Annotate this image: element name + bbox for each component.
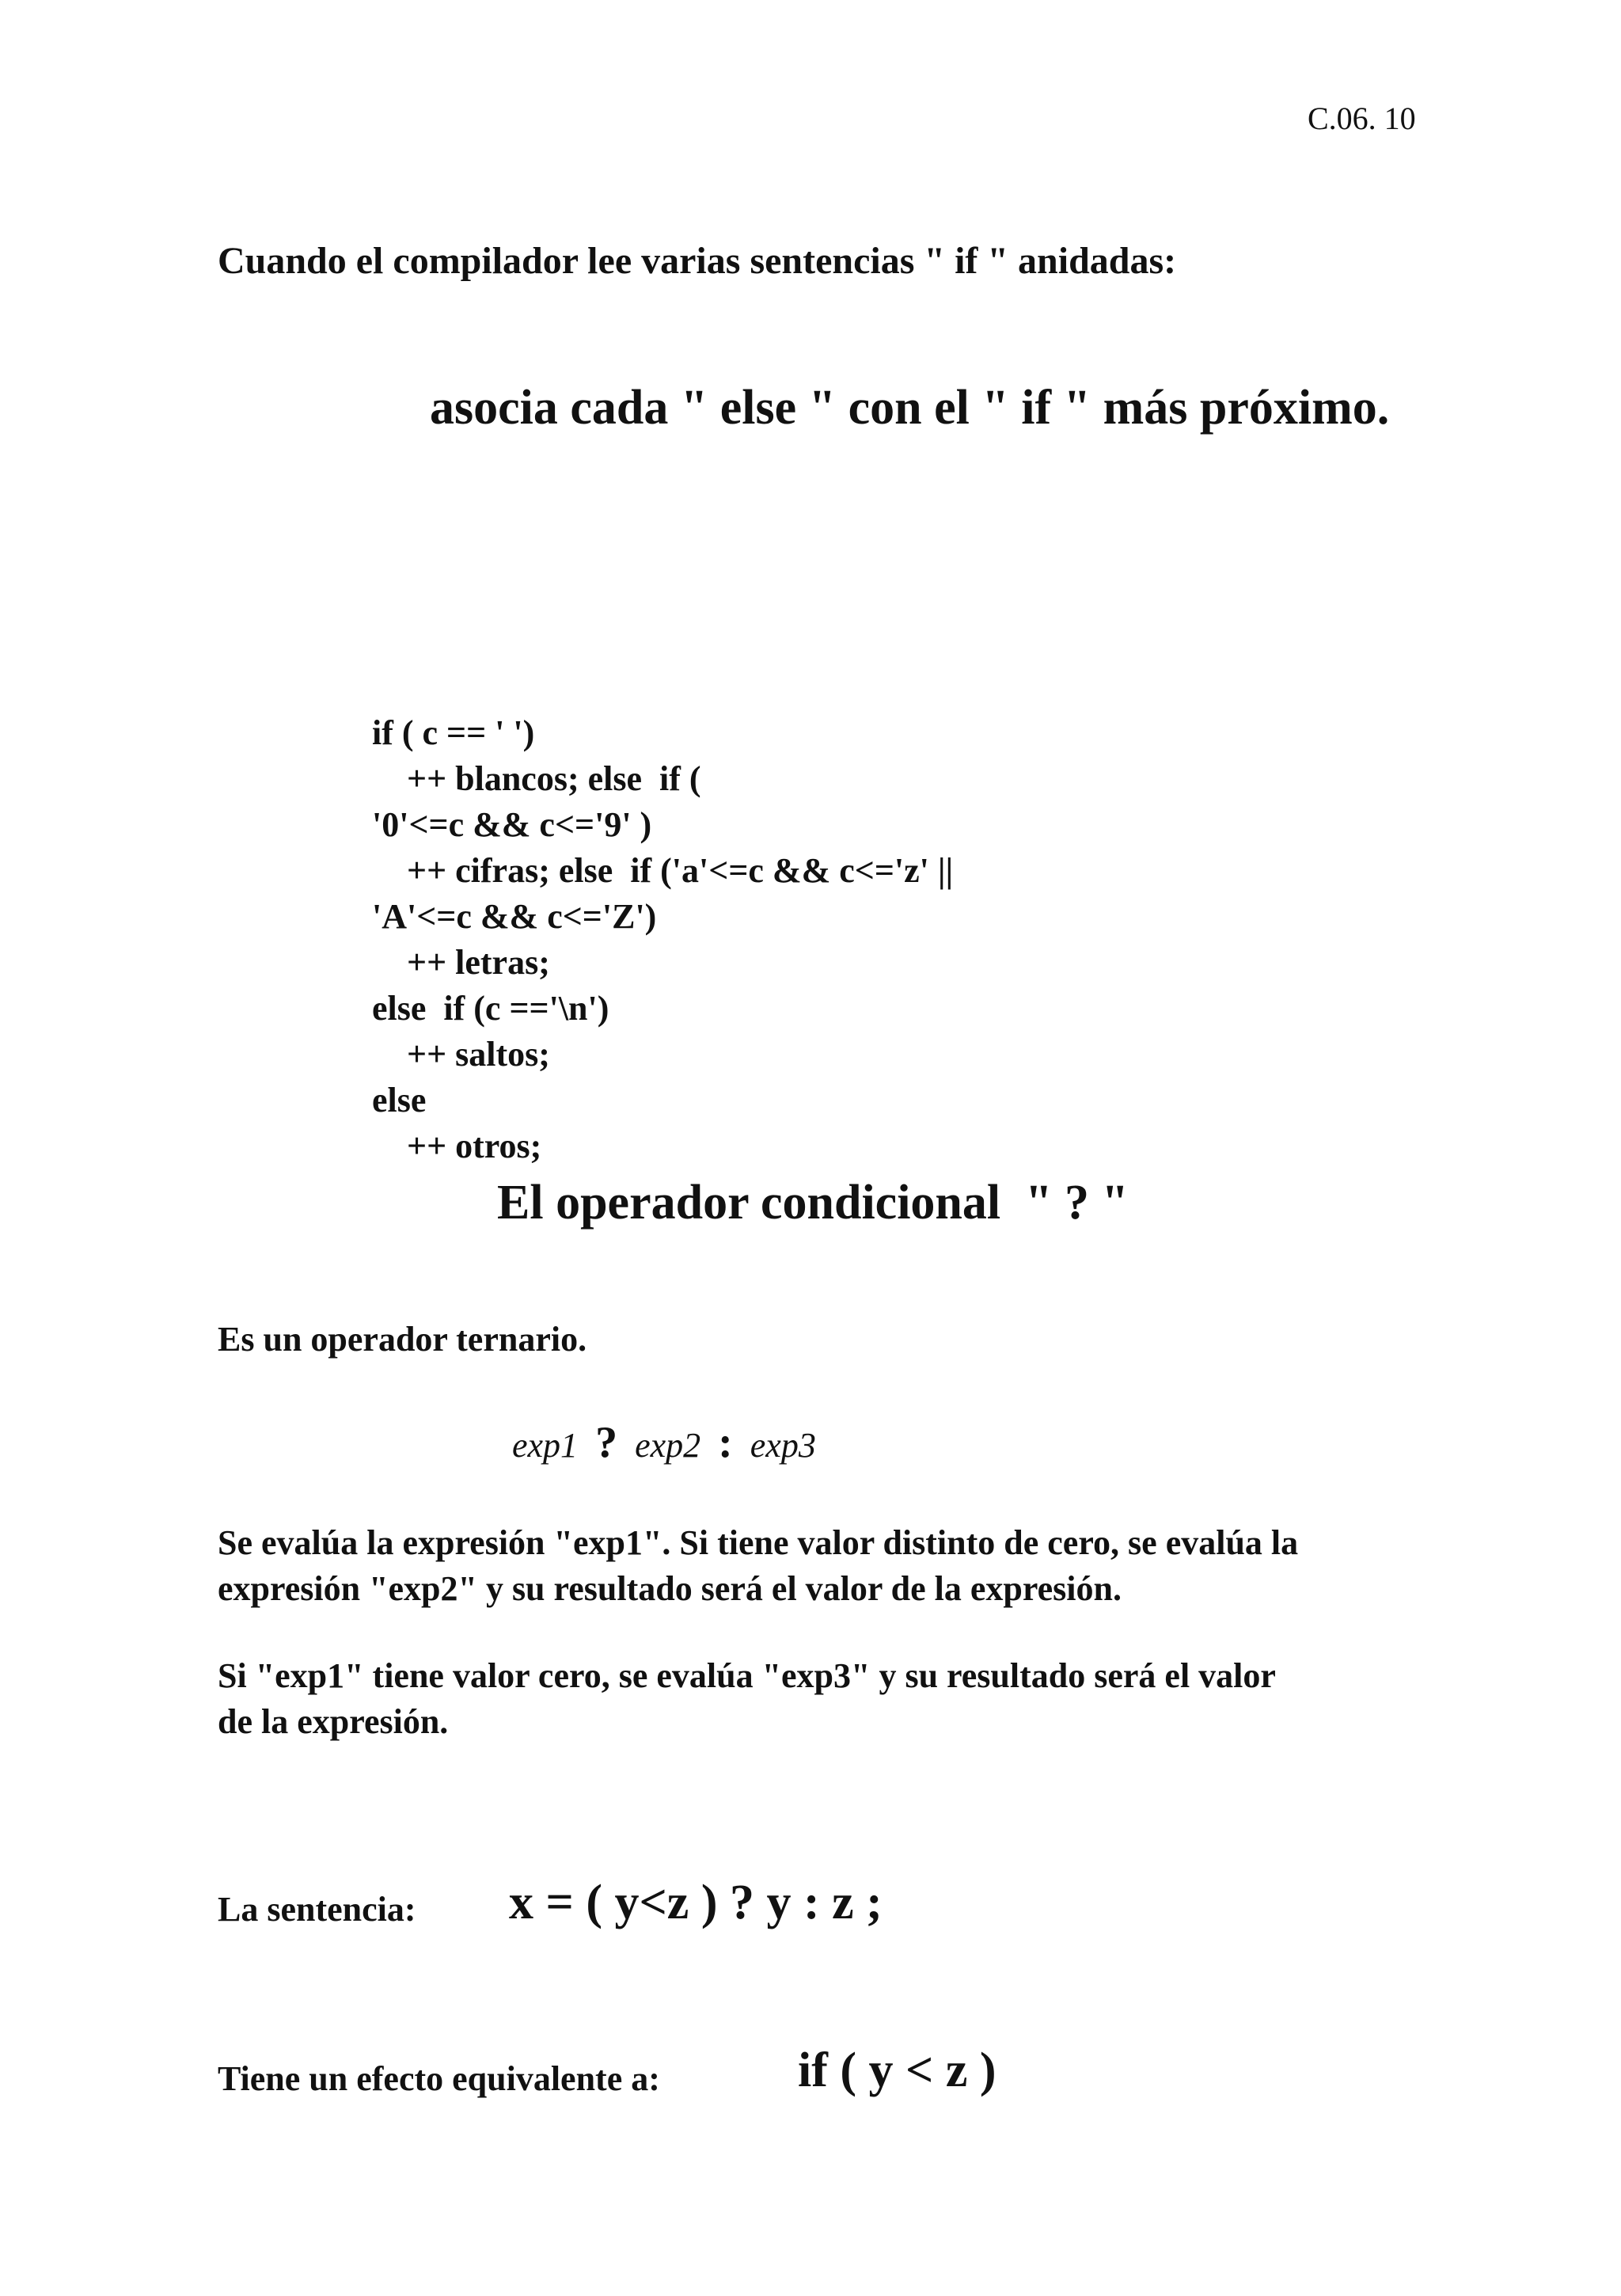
ternary-syntax — [512, 1417, 816, 1468]
intro-text: Cuando el compilador lee varias sentencias " if " anidadas: — [218, 240, 1177, 282]
syntax-question-mark: ? — [595, 1418, 618, 1467]
section-heading: El operador condicional " ? " — [497, 1176, 1129, 1230]
syntax-exp2: exp2 — [635, 1426, 701, 1465]
code-line: ++ letras; — [372, 943, 550, 982]
code-line: if ( c == ' ') — [372, 713, 535, 752]
ternary-text: Es un operador ternario. — [218, 1320, 587, 1359]
statement-code: x = ( y<z ) ? y : z ; — [509, 1876, 883, 1929]
syntax-exp1: exp1 — [512, 1426, 579, 1465]
paragraph-line: de la expresión. — [218, 1702, 449, 1741]
paragraph-line: expresión "exp2" y su resultado será el valor de la expresión. — [218, 1569, 1122, 1608]
code-line: '0'<=c && c<='9' ) — [372, 805, 652, 844]
code-line: ++ cifras; else if ('a'<=c && c<='z' || — [372, 851, 954, 890]
paragraph-line: Si "exp1" tiene valor cero, se evalúa "exp3" y su resultado será el valor — [218, 1656, 1276, 1695]
code-line: else if (c =='\n') — [372, 989, 609, 1028]
paragraph-line: Se evalúa la expresión "exp1". Si tiene valor distinto de cero, se evalúa la — [218, 1523, 1299, 1562]
else-rule-text: asocia cada " else " con el " if " más próximo. — [430, 381, 1390, 435]
statement-label: La sentencia: — [218, 1890, 416, 1929]
code-line: ++ otros; — [372, 1127, 542, 1165]
code-line: ++ blancos; else if ( — [372, 759, 701, 798]
code-line: 'A'<=c && c<='Z') — [372, 897, 657, 936]
equivalent-label: Tiene un efecto equivalente a: — [218, 2059, 660, 2098]
equivalent-code: if ( y < z ) — [798, 2043, 997, 2097]
page-number: C.06. 10 — [1308, 101, 1416, 136]
syntax-exp3: exp3 — [750, 1426, 816, 1465]
syntax-colon: : — [718, 1418, 733, 1467]
code-line: ++ saltos; — [372, 1035, 550, 1074]
code-line: else — [372, 1081, 427, 1119]
